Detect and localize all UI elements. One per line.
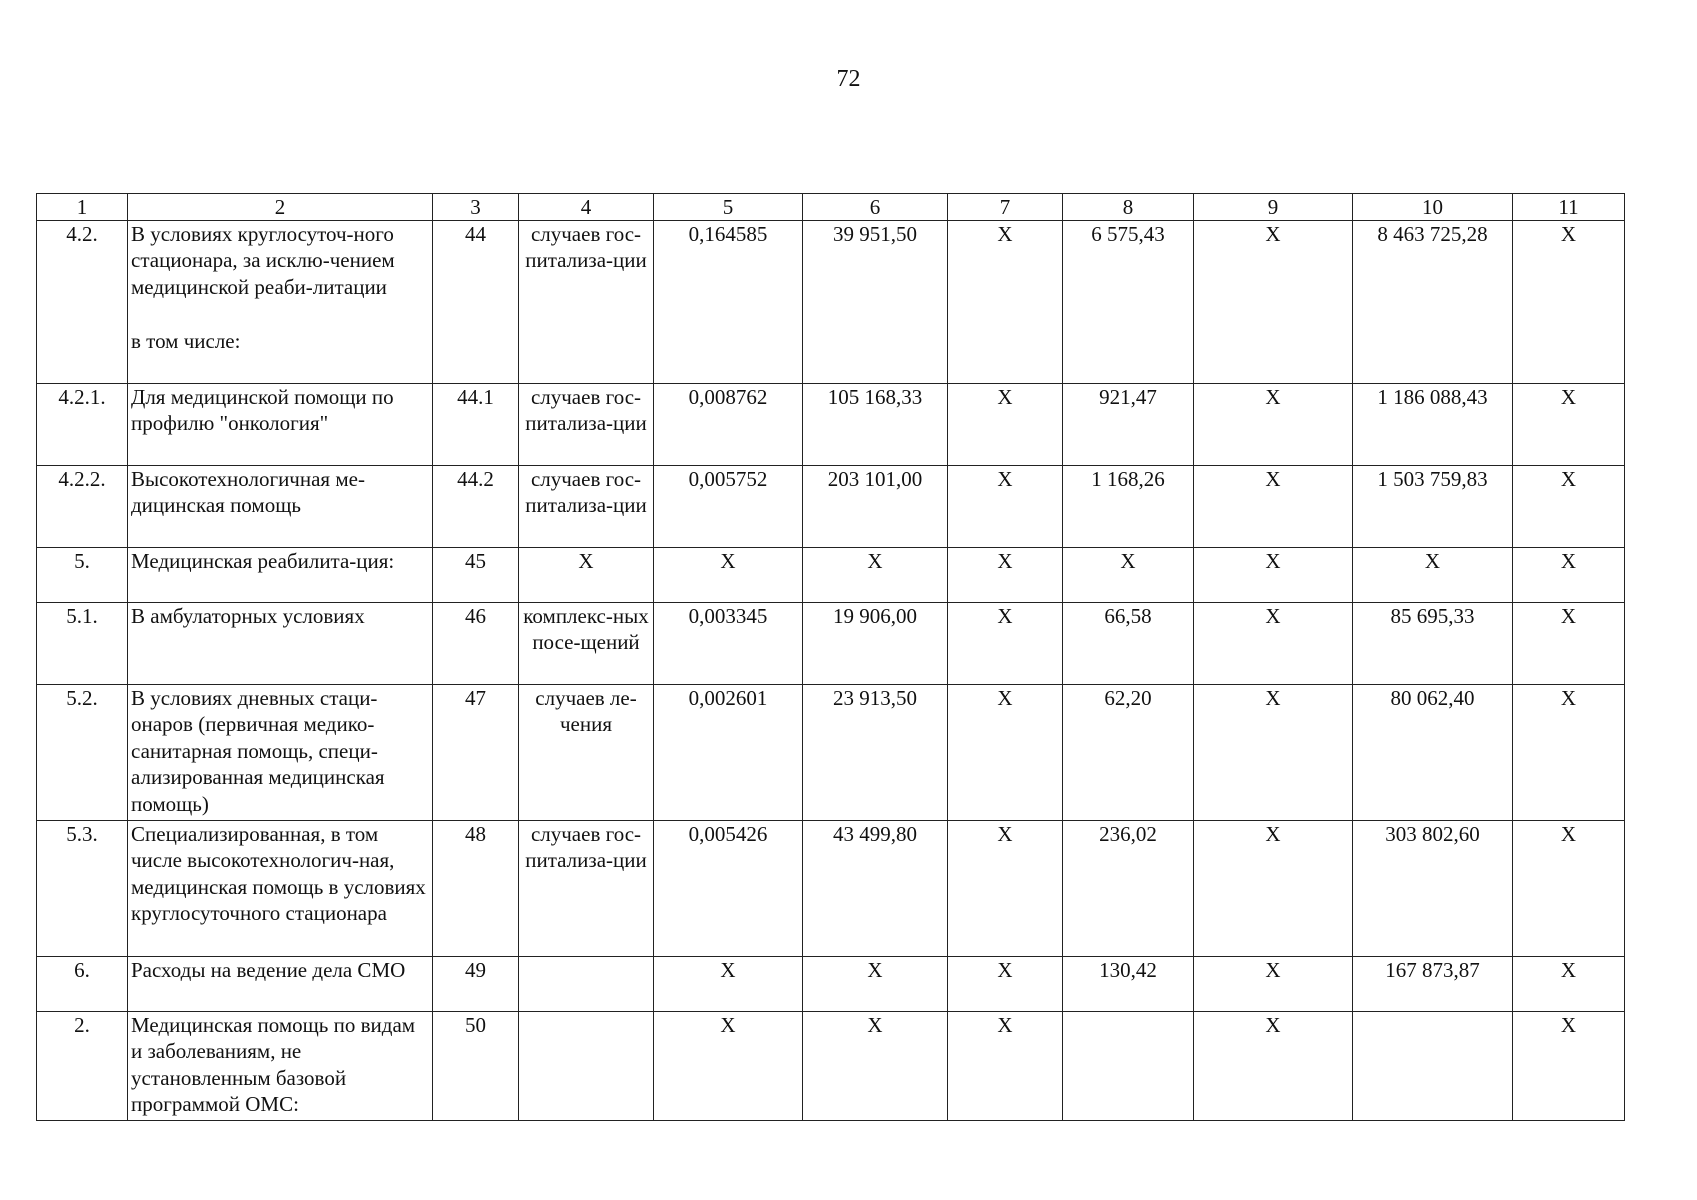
- row-col-10: [1353, 1012, 1513, 1121]
- header-cell: 10: [1353, 194, 1513, 221]
- row-number: 5.1.: [37, 603, 128, 685]
- row-name: Специализированная, в том числе высокотехнологич-ная, медицинская помощь в условиях круглосуточного стационара: [128, 821, 433, 957]
- row-col-11: Х: [1513, 1012, 1625, 1121]
- row-unit: Х: [519, 548, 654, 603]
- row-code: 47: [433, 685, 519, 821]
- row-col-11: Х: [1513, 221, 1625, 384]
- row-col-10: 80 062,40: [1353, 685, 1513, 821]
- row-col-7: Х: [948, 685, 1063, 821]
- row-col-10: 167 873,87: [1353, 957, 1513, 1012]
- header-cell: 4: [519, 194, 654, 221]
- row-col-8: 6 575,43: [1063, 221, 1194, 384]
- row-col-7: Х: [948, 221, 1063, 384]
- header-cell: 2: [128, 194, 433, 221]
- row-col-10: Х: [1353, 548, 1513, 603]
- row-col-5: 0,002601: [654, 685, 803, 821]
- row-unit: случаев гос-питализа-ции: [519, 221, 654, 384]
- header-cell: 7: [948, 194, 1063, 221]
- row-col-9: Х: [1194, 548, 1353, 603]
- row-col-6: 43 499,80: [803, 821, 948, 957]
- table-row: [37, 603, 1625, 685]
- row-col-9: Х: [1194, 466, 1353, 548]
- row-col-7: Х: [948, 466, 1063, 548]
- row-col-11: Х: [1513, 548, 1625, 603]
- row-col-5: 0,005752: [654, 466, 803, 548]
- row-col-10: 1 503 759,83: [1353, 466, 1513, 548]
- row-col-8: 66,58: [1063, 603, 1194, 685]
- row-number: 4.2.1.: [37, 384, 128, 466]
- row-col-11: Х: [1513, 466, 1625, 548]
- row-number: 5.2.: [37, 685, 128, 821]
- row-col-6: 39 951,50: [803, 221, 948, 384]
- row-col-6: 203 101,00: [803, 466, 948, 548]
- data-table: [36, 193, 1625, 1121]
- row-col-11: Х: [1513, 685, 1625, 821]
- row-col-7: Х: [948, 548, 1063, 603]
- row-col-8: [1063, 1012, 1194, 1121]
- row-col-10: 303 802,60: [1353, 821, 1513, 957]
- row-col-7: Х: [948, 384, 1063, 466]
- page-number: 72: [836, 66, 861, 92]
- row-unit: комплекс-ных посе-щений: [519, 603, 654, 685]
- row-name: Расходы на ведение дела СМО: [128, 957, 433, 1012]
- row-unit: случаев гос-питализа-ции: [519, 384, 654, 466]
- row-note: в том числе:: [131, 329, 241, 354]
- row-col-8: 62,20: [1063, 685, 1194, 821]
- row-col-10: 8 463 725,28: [1353, 221, 1513, 384]
- row-number: 4.2.2.: [37, 466, 128, 548]
- row-col-9: Х: [1194, 221, 1353, 384]
- row-unit: случаев ле-чения: [519, 685, 654, 821]
- row-col-6: 105 168,33: [803, 384, 948, 466]
- row-code: 50: [433, 1012, 519, 1121]
- table-row: [37, 384, 1625, 466]
- row-col-9: Х: [1194, 685, 1353, 821]
- row-unit: [519, 957, 654, 1012]
- row-col-9: Х: [1194, 384, 1353, 466]
- row-col-6: Х: [803, 548, 948, 603]
- row-code: 44.1: [433, 384, 519, 466]
- row-number: 4.2.: [37, 221, 128, 384]
- header-row: [37, 194, 1625, 221]
- row-number: 5.3.: [37, 821, 128, 957]
- row-col-11: Х: [1513, 384, 1625, 466]
- row-col-7: Х: [948, 821, 1063, 957]
- row-col-5: Х: [654, 548, 803, 603]
- row-number: 5.: [37, 548, 128, 603]
- row-code: 44: [433, 221, 519, 384]
- row-col-6: Х: [803, 957, 948, 1012]
- row-code: 44.2: [433, 466, 519, 548]
- header-cell: 6: [803, 194, 948, 221]
- row-unit: [519, 1012, 654, 1121]
- table-row: [37, 466, 1625, 548]
- row-col-8: Х: [1063, 548, 1194, 603]
- row-col-8: 921,47: [1063, 384, 1194, 466]
- header-cell: 3: [433, 194, 519, 221]
- table-row: [37, 1012, 1625, 1121]
- table-row: [37, 548, 1625, 603]
- row-number: 2.: [37, 1012, 128, 1121]
- row-unit: случаев гос-питализа-ции: [519, 821, 654, 957]
- row-col-8: 1 168,26: [1063, 466, 1194, 548]
- row-name: Медицинская реабилита-ция:: [128, 548, 433, 603]
- header-cell: 8: [1063, 194, 1194, 221]
- row-col-5: 0,008762: [654, 384, 803, 466]
- row-col-11: Х: [1513, 603, 1625, 685]
- row-col-9: Х: [1194, 957, 1353, 1012]
- row-name: В условиях дневных стаци-онаров (первичная медико-санитарная помощь, специ-ализированная медицинская помощь): [128, 685, 433, 821]
- row-col-5: 0,005426: [654, 821, 803, 957]
- row-col-5: 0,164585: [654, 221, 803, 384]
- row-col-7: Х: [948, 1012, 1063, 1121]
- row-code: 49: [433, 957, 519, 1012]
- row-col-7: Х: [948, 957, 1063, 1012]
- row-col-11: Х: [1513, 957, 1625, 1012]
- header-cell: 5: [654, 194, 803, 221]
- row-col-6: 23 913,50: [803, 685, 948, 821]
- table-row: [37, 957, 1625, 1012]
- row-col-8: 236,02: [1063, 821, 1194, 957]
- row-col-6: 19 906,00: [803, 603, 948, 685]
- header-cell: 9: [1194, 194, 1353, 221]
- row-col-6: Х: [803, 1012, 948, 1121]
- row-name: В амбулаторных условиях: [128, 603, 433, 685]
- row-col-5: Х: [654, 957, 803, 1012]
- header-cell: 11: [1513, 194, 1625, 221]
- row-col-5: 0,003345: [654, 603, 803, 685]
- row-col-5: Х: [654, 1012, 803, 1121]
- row-number: 6.: [37, 957, 128, 1012]
- row-unit: случаев гос-питализа-ции: [519, 466, 654, 548]
- row-col-10: 85 695,33: [1353, 603, 1513, 685]
- header-cell: 1: [37, 194, 128, 221]
- row-name: Для медицинской помощи по профилю "онкология": [128, 384, 433, 466]
- row-col-9: Х: [1194, 1012, 1353, 1121]
- row-name: Медицинская помощь по видам и заболеваниям, не установленным базовой программой ОМС:: [128, 1012, 433, 1121]
- row-name: В условиях круглосуточ-ного стационара, за исклю-чением медицинской реаби-литации: [131, 222, 395, 299]
- row-col-9: Х: [1194, 821, 1353, 957]
- row-col-11: Х: [1513, 821, 1625, 957]
- row-col-10: 1 186 088,43: [1353, 384, 1513, 466]
- row-code: 48: [433, 821, 519, 957]
- row-code: 46: [433, 603, 519, 685]
- row-col-7: Х: [948, 603, 1063, 685]
- row-name: Высокотехнологичная ме-дицинская помощь: [128, 466, 433, 548]
- row-col-9: Х: [1194, 603, 1353, 685]
- table-row: [37, 685, 1625, 821]
- row-col-8: 130,42: [1063, 957, 1194, 1012]
- table-row: [37, 221, 1625, 384]
- table-row: [37, 821, 1625, 957]
- row-code: 45: [433, 548, 519, 603]
- row-name-cell: [128, 221, 433, 384]
